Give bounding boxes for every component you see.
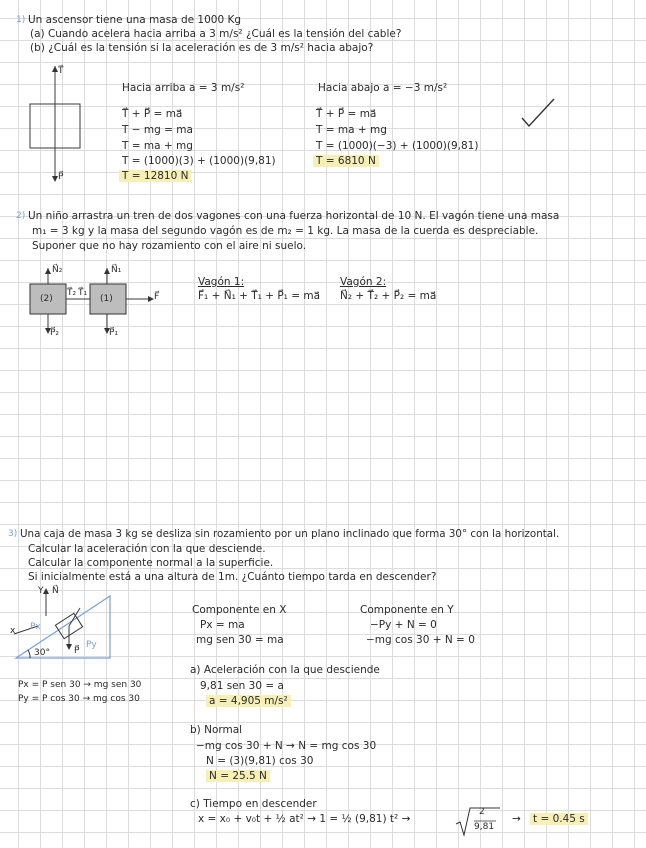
elevator-diagram bbox=[20, 64, 90, 188]
incline-weight-label: P⃗ bbox=[74, 646, 80, 656]
n2-label: N⃗₂ bbox=[52, 265, 63, 275]
incline-angle-label: 30° bbox=[34, 648, 50, 658]
up-line-4: T = (1000)(3) + (1000)(9,81) bbox=[122, 155, 276, 167]
incline-px-label: Px bbox=[30, 622, 41, 632]
problem-1-statement: Un ascensor tiene una masa de 1000 Kg bbox=[28, 14, 242, 26]
part-b-title: b) Normal bbox=[190, 724, 243, 736]
part-c-title: c) Tiempo en descender bbox=[190, 798, 317, 810]
problem-2-line-3: Suponer que no hay rozamiento con el aire ni suelo. bbox=[32, 240, 307, 252]
decomposition-x: Px = P sen 30 → mg sen 30 bbox=[18, 680, 142, 690]
component-x-line-1: Px = ma bbox=[200, 619, 245, 631]
problem-1-question-a: (a) Cuando acelera hacia arriba a 3 m/s² ¿Cuál es la tensión del cable? bbox=[30, 28, 402, 40]
t2-label: T⃗₂ bbox=[67, 288, 77, 298]
incline-y-label: Y bbox=[38, 586, 44, 596]
part-b-line-1: −mg cos 30 + N → N = mg cos 30 bbox=[196, 740, 377, 752]
wagon-1-equation: F⃗₁ + N⃗₁ + T⃗₁ + P⃗₁ = ma⃗ bbox=[198, 290, 321, 302]
problem-3-number: 3) bbox=[8, 529, 18, 539]
part-c-line: x = x₀ + v₀t + ½ at² → 1 = ½ (9,81) t² → bbox=[198, 813, 411, 825]
component-y-line-2: −mg cos 30 + N = 0 bbox=[366, 634, 475, 646]
problem-3-line-4: Si inicialmente está a una altura de 1m. ¿Cuánto tiempo tarda en descender? bbox=[28, 571, 437, 583]
down-line-1: T⃗ + P⃗ = ma⃗ bbox=[316, 108, 377, 120]
check-mark-icon bbox=[518, 96, 558, 130]
elevator-tension-label: T⃗ bbox=[58, 66, 64, 76]
problem-3-line-3: Calcular la componente normal a la superficie. bbox=[28, 557, 274, 569]
down-line-2: T = ma + mg bbox=[316, 124, 387, 136]
problem-1-number: 1) bbox=[16, 15, 26, 25]
wagon-1-title: Vagón 1: bbox=[198, 276, 245, 288]
problem-2-line-2: m₁ = 3 kg y la masa del segundo vagón es de m₂ = 1 kg. La masa de la cuerda es despreciable. bbox=[32, 225, 539, 237]
part-b-line-2: N = (3)(9,81) cos 30 bbox=[206, 755, 314, 767]
incline-diagram bbox=[10, 586, 120, 662]
down-result: T = 6810 N bbox=[313, 155, 379, 167]
decomposition-y: Py = P cos 30 → mg cos 30 bbox=[18, 694, 140, 704]
component-y-title: Componente en Y bbox=[360, 604, 454, 616]
part-a-title: a) Aceleración con la que desciende bbox=[190, 664, 380, 676]
up-line-1: T⃗ + P⃗ = ma⃗ bbox=[122, 108, 183, 120]
component-x-title: Componente en X bbox=[192, 604, 287, 616]
up-result: T = 12810 N bbox=[119, 170, 191, 182]
p2-label: P⃗₂ bbox=[50, 328, 60, 338]
incline-normal-label: N⃗ bbox=[52, 586, 59, 596]
sqrt-denominator: 9,81 bbox=[474, 822, 495, 832]
wagon-2-title: Vagón 2: bbox=[340, 276, 387, 288]
part-c-result: t = 0.45 s bbox=[530, 813, 588, 825]
down-header: Hacia abajo a = −3 m/s² bbox=[318, 82, 448, 94]
component-x-line-2: mg sen 30 = ma bbox=[196, 634, 284, 646]
part-a-line: 9,81 sen 30 = a bbox=[200, 680, 284, 692]
sqrt-numerator: 2 bbox=[479, 807, 485, 817]
up-line-2: T − mg = ma bbox=[122, 124, 193, 136]
component-y-line-1: −Py + N = 0 bbox=[370, 619, 437, 631]
wagon-2-equation: N⃗₂ + T⃗₂ + P⃗₂ = ma⃗ bbox=[340, 290, 437, 302]
wagon-2-box-label: (2) bbox=[40, 294, 53, 304]
problem-2-number: 2) bbox=[16, 211, 26, 221]
incline-py-label: Py bbox=[86, 640, 97, 650]
part-a-result: a = 4,905 m/s² bbox=[206, 695, 291, 707]
problem-2-line-1: Un niño arrastra un tren de dos vagones con una fuerza horizontal de 10 N. El vagón tiene una masa bbox=[28, 210, 560, 222]
f-label: F⃗ bbox=[154, 292, 160, 302]
p1-label: P⃗₁ bbox=[109, 328, 119, 338]
elevator-weight-label: P⃗ bbox=[58, 172, 64, 182]
wagon-1-box-label: (1) bbox=[100, 294, 113, 304]
problem-3-line-1: Una caja de masa 3 kg se desliza sin rozamiento por un plano inclinado que forma 30° con la horizontal. bbox=[20, 528, 560, 540]
up-line-3: T = ma + mg bbox=[122, 140, 193, 152]
t1-label: T⃗₁ bbox=[78, 288, 88, 298]
n1-label: N⃗₁ bbox=[111, 265, 122, 275]
problem-3-line-2: Calcular la aceleración con la que desciende. bbox=[28, 543, 266, 555]
problem-1-question-b: (b) ¿Cuál es la tensión si la aceleración es de 3 m/s² hacia abajo? bbox=[30, 42, 374, 54]
incline-x-label: x bbox=[10, 626, 16, 636]
down-line-3: T = (1000)(−3) + (1000)(9,81) bbox=[316, 140, 479, 152]
part-c-arrow: → bbox=[512, 813, 521, 825]
up-header: Hacia arriba a = 3 m/s² bbox=[122, 82, 245, 94]
part-b-result: N = 25.5 N bbox=[206, 770, 270, 782]
